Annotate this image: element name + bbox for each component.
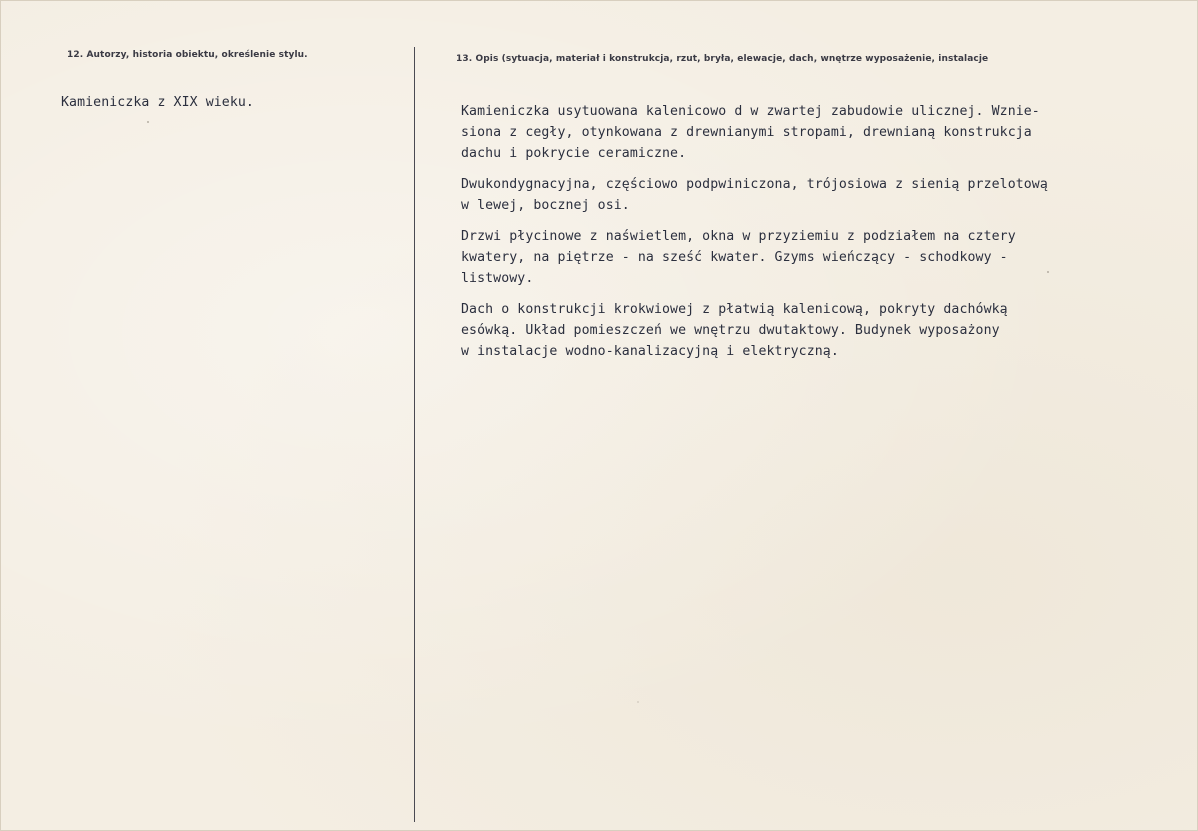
text-line: dachu i pokrycie ceramiczne. — [461, 146, 687, 161]
description-text — [461, 101, 1161, 372]
description-paragraph-roof-interior — [461, 299, 1161, 362]
column-divider — [414, 47, 415, 822]
text-line: w lewej, bocznej osi. — [461, 198, 630, 213]
text-line: w instalacje wodno-kanalizacyjną i elektryczną. — [461, 344, 839, 359]
paper-speck — [1047, 271, 1049, 273]
text-line: Dwukondygnacyjna, częściowo podpwiniczona, trójosiowa z sienią przelotową — [461, 177, 1048, 192]
description-paragraph-elevations — [461, 226, 1161, 289]
text-line: Dach o konstrukcji krokwiowej z płatwią kalenicową, pokryty dachówką — [461, 302, 1008, 317]
authors-history-style-text: Kamieniczka z XIX wieku. — [61, 95, 254, 110]
paper-speck — [147, 121, 149, 123]
text-line: esówką. Układ pomieszczeń we wnętrzu dwutaktowy. Budynek wyposażony — [461, 323, 1000, 338]
description-paragraph-situation — [461, 101, 1161, 164]
section-12-header: 12. Autorzy, historia obiektu, określenie stylu. — [67, 50, 308, 60]
text-line: Drzwi płycinowe z naświetlem, okna w przyziemiu z podziałem na cztery — [461, 229, 1016, 244]
text-line: listwowy. — [461, 271, 534, 286]
text-line: Kamieniczka usytuowana kalenicowo d w zwartej zabudowie ulicznej. Wznie- — [461, 104, 1040, 119]
section-13-header: 13. Opis (sytuacja, materiał i konstrukcja, rzut, bryła, elewacje, dach, wnętrze wyposażenie, instalacje — [456, 54, 989, 64]
description-paragraph-layout — [461, 174, 1161, 216]
text-line: kwatery, na piętrze - na sześć kwater. Gzyms wieńczący - schodkowy - — [461, 250, 1008, 265]
text-line: siona z cegły, otynkowana z drewnianymi stropami, drewnianą konstrukcja — [461, 125, 1032, 140]
paper-speck — [637, 701, 639, 703]
